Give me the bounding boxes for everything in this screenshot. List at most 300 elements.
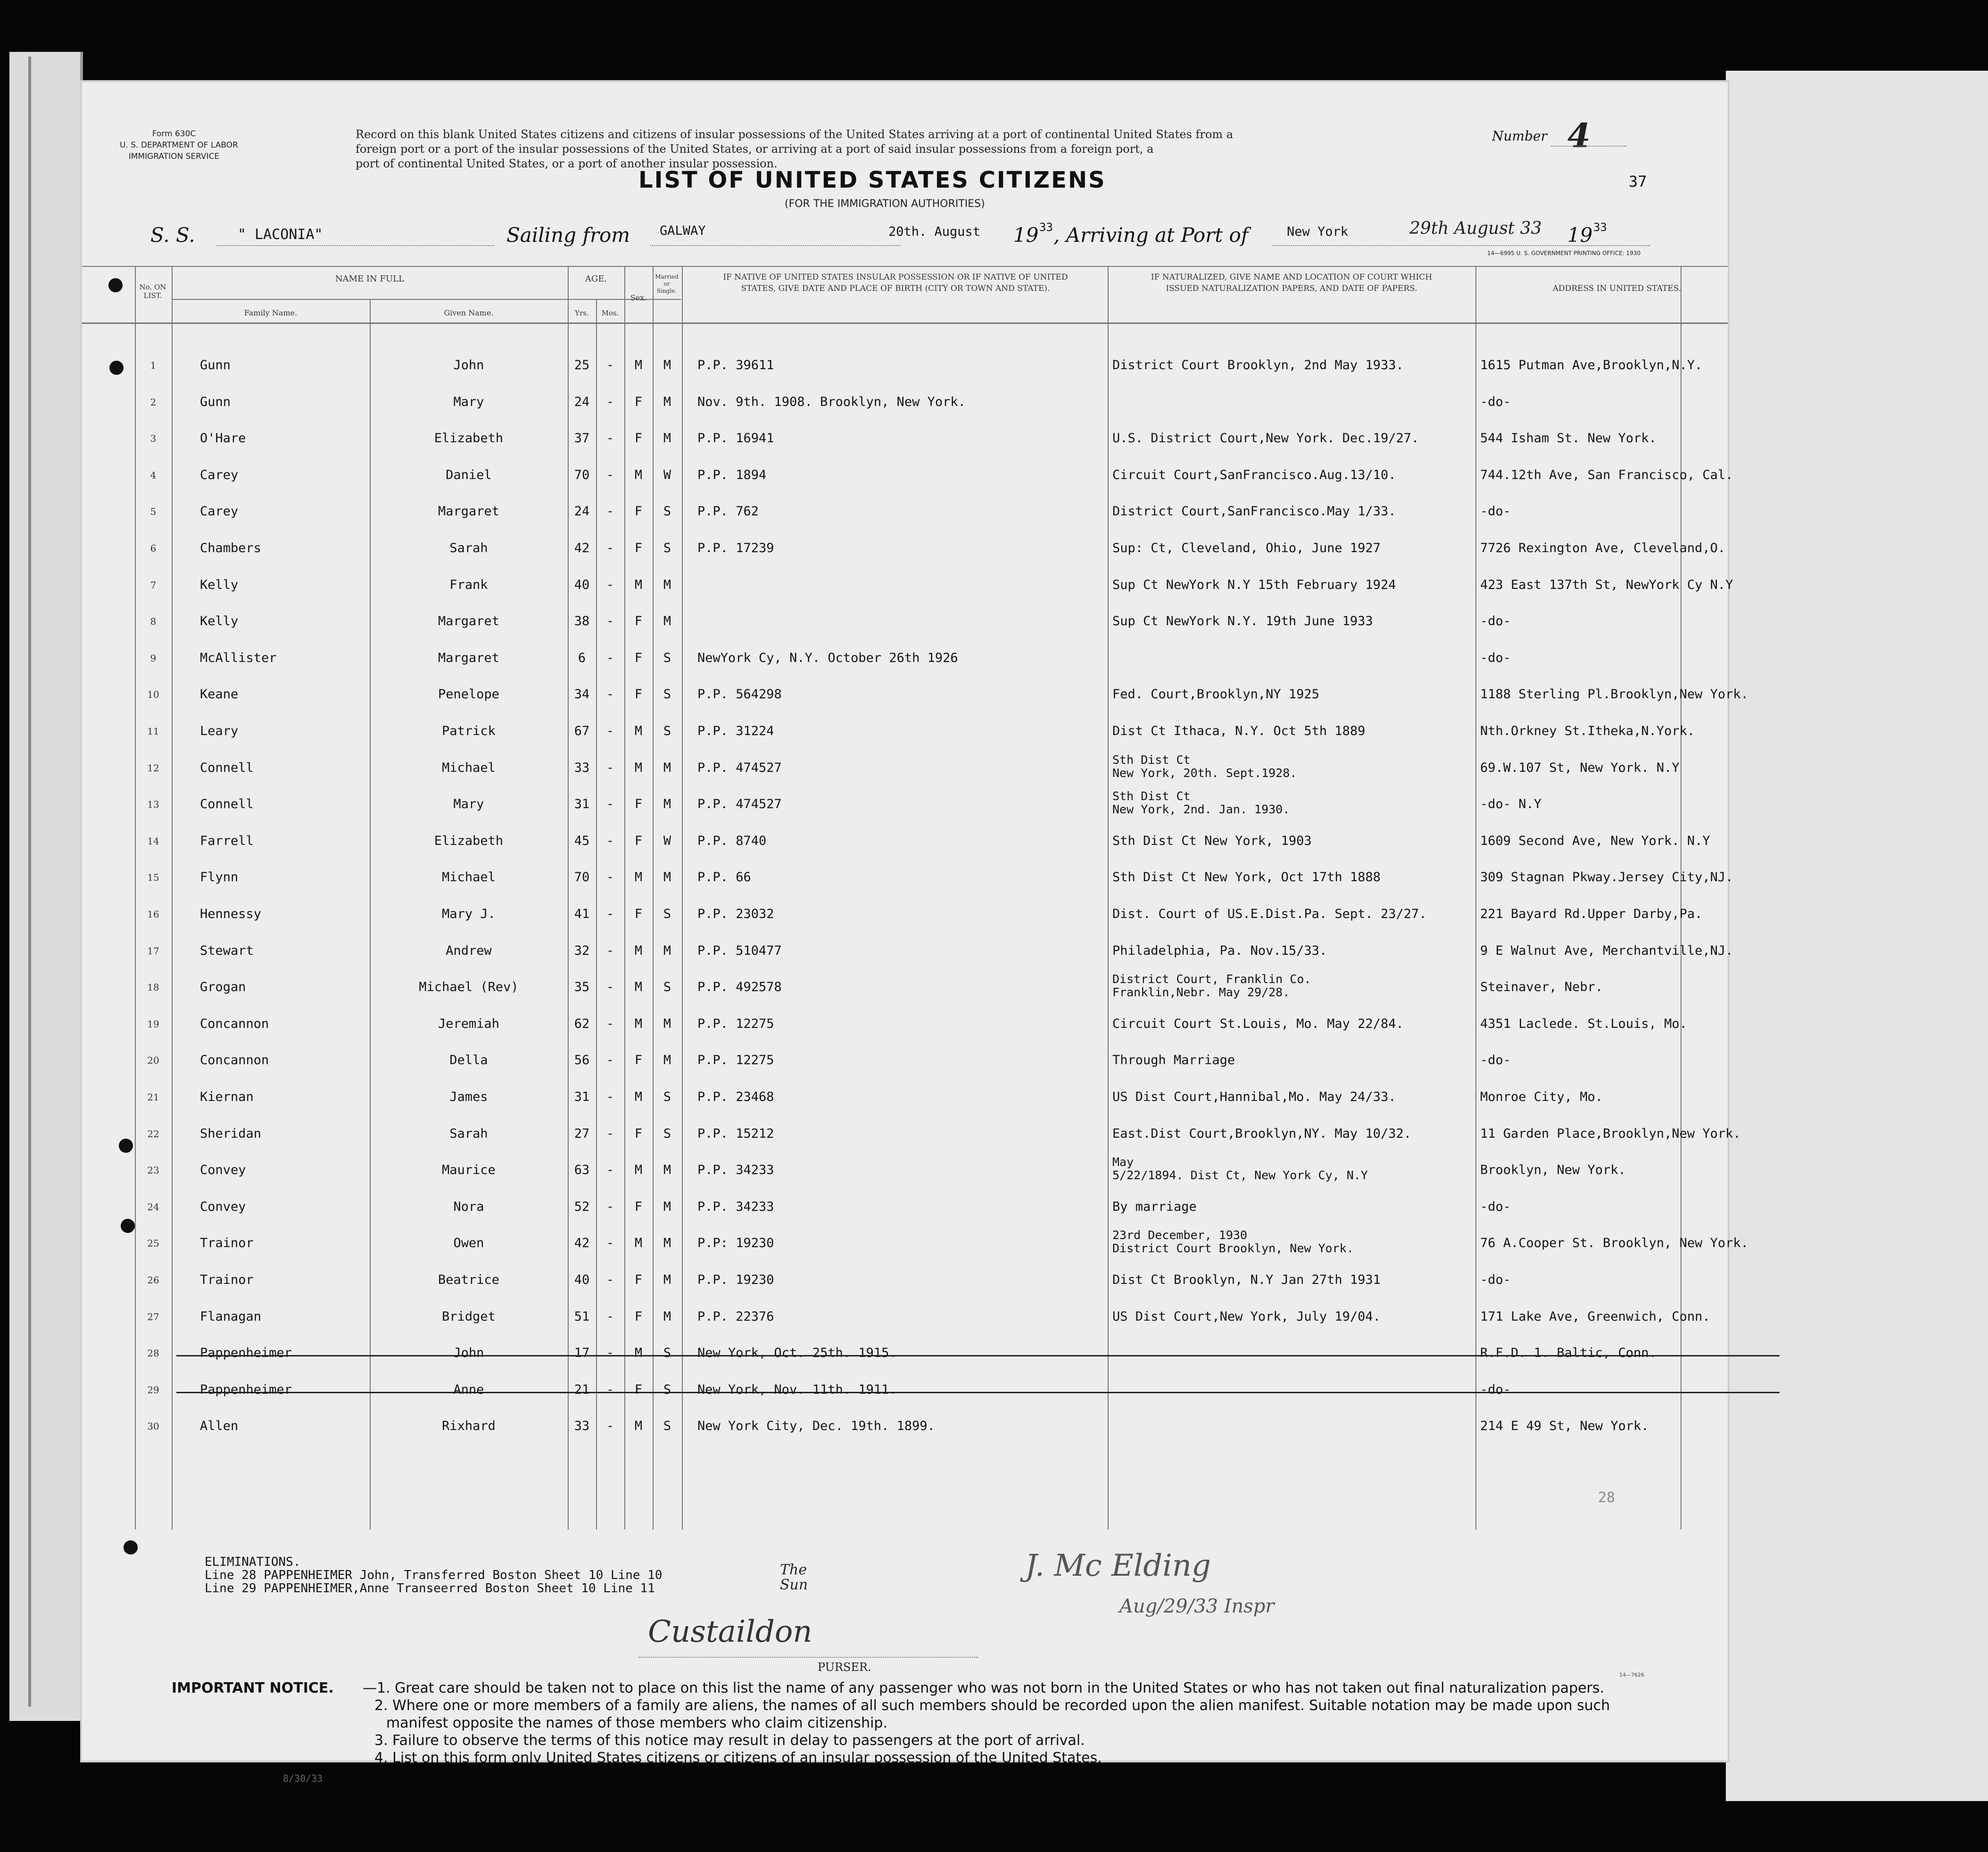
us-address: -do-	[1480, 1199, 1511, 1214]
given-name: Rixhard	[442, 1419, 496, 1434]
department: U. S. DEPARTMENT OF LABOR	[120, 141, 238, 150]
us-address: -do-	[1480, 1053, 1511, 1068]
notice-items	[363, 1679, 1610, 1767]
sex: M	[634, 1236, 643, 1251]
row-number: 15	[147, 872, 159, 884]
table-top-rule	[82, 266, 1728, 267]
instruction-line: port of continental United States, or a port of another insular possession.	[356, 157, 778, 170]
marital-status: S	[663, 980, 671, 995]
age-years: 63	[574, 1163, 590, 1178]
family-name: Farrell	[200, 833, 254, 848]
given-name: Michael	[442, 760, 496, 775]
native-birth-info: P.P. 474527	[697, 760, 782, 775]
notice-label: IMPORTANT NOTICE.	[172, 1680, 334, 1696]
punch-hole	[124, 1540, 138, 1554]
strikethrough-line	[176, 1355, 1780, 1356]
native-birth-info: P.P. 23468	[697, 1090, 774, 1104]
naturalization-info: East.Dist Court,Brooklyn,NY. May 10/32.	[1112, 1126, 1411, 1141]
row-number: 10	[147, 689, 159, 701]
instruction-line: foreign port or a port of the insular possessions of the United States, or arriving at a port of said insular possessions from a foreign port, a	[356, 142, 1154, 156]
naturalization-info: May	[1112, 1155, 1134, 1169]
table-row	[82, 1336, 1728, 1372]
marital-status: S	[663, 724, 671, 738]
margin-count: 28	[1598, 1489, 1615, 1506]
naturalization-info-line2: 5/22/1894. Dist Ct, New York Cy, N.Y	[1112, 1168, 1368, 1182]
table-header-rule	[82, 322, 1728, 324]
us-address: Nth.Orkney St.Itheka,N.York.	[1480, 724, 1695, 738]
marital-status: W	[663, 833, 671, 848]
naturalization-info-line2: New York, 20th. Sept.1928.	[1112, 766, 1297, 780]
age-months: -	[606, 467, 614, 482]
row-number: 22	[147, 1128, 159, 1140]
row-number: 20	[147, 1055, 159, 1067]
us-address: Brooklyn, New York.	[1480, 1163, 1626, 1178]
sex: F	[634, 1309, 643, 1324]
given-name: Michael (Rev)	[419, 980, 519, 995]
age-months: -	[606, 1236, 614, 1251]
given-name: James	[449, 1090, 488, 1104]
given-name: Michael	[442, 870, 496, 885]
us-address: Steinaver, Nebr.	[1480, 980, 1603, 995]
arrive-date: 29th August 33	[1409, 219, 1542, 238]
notice-item: manifest opposite the names of those members who claim citizenship.	[386, 1715, 887, 1731]
sex: M	[634, 943, 643, 958]
family-name: Flanagan	[200, 1309, 262, 1324]
age-years: 42	[574, 1236, 590, 1251]
age-months: -	[606, 1163, 614, 1178]
purser-signature: Custaildon	[648, 1614, 812, 1649]
family-name: Gunn	[200, 358, 231, 372]
family-name: Concannon	[200, 1053, 269, 1068]
row-number: 13	[147, 799, 159, 810]
native-birth-info: P.P. 19230	[697, 1273, 774, 1287]
age-months: -	[606, 504, 614, 519]
table-row	[82, 458, 1733, 495]
us-address: 214 E 49 St, New York.	[1480, 1419, 1649, 1434]
adjacent-page	[1726, 71, 1988, 1801]
age-months: -	[606, 943, 614, 958]
name-age-subrule	[172, 299, 681, 300]
header-naturalized: IF NATURALIZED, GIVE NAME AND LOCATION OF COURT WHICH ISSUED NATURALIZATION PAPERS, AND DATE OF PAPERS.	[1151, 273, 1433, 293]
row-number: 17	[147, 945, 159, 957]
header-married-single: Married or Single.	[655, 273, 679, 294]
row-number: 19	[147, 1018, 159, 1030]
given-name: Frank	[449, 577, 488, 592]
row-number: 3	[150, 433, 157, 445]
age-months: -	[606, 1273, 614, 1287]
naturalization-info: U.S. District Court,New York. Dec.19/27.	[1112, 431, 1419, 446]
table-row	[82, 1043, 1728, 1080]
sex: F	[634, 1053, 643, 1068]
native-birth-info: P.P. 8740	[697, 833, 767, 848]
us-address: -do-	[1480, 1382, 1511, 1397]
strikethrough-line	[176, 1392, 1780, 1393]
table-row	[82, 1153, 1728, 1190]
native-birth-info: P.P. 23032	[697, 907, 774, 921]
age-years: 37	[574, 431, 590, 446]
service: IMMIGRATION SERVICE	[128, 152, 220, 161]
us-address: 7726 Rexington Ave, Cleveland,O.	[1480, 541, 1726, 555]
family-name: Gunn	[200, 394, 231, 409]
header-family-name: Family Name.	[244, 308, 298, 317]
age-years: 21	[574, 1382, 590, 1397]
family-name: Pappenheimer	[200, 1382, 292, 1397]
us-address: 1615 Putman Ave,Brooklyn,N.Y.	[1480, 358, 1703, 372]
age-years: 17	[574, 1346, 590, 1361]
table-row	[82, 1300, 1728, 1336]
native-birth-info: New York, Oct. 25th. 1915.	[697, 1346, 897, 1361]
family-name: Pappenheimer	[200, 1346, 292, 1361]
marital-status: M	[663, 1163, 671, 1178]
sail-year: 33	[1039, 221, 1053, 234]
family-name: Allen	[200, 1419, 239, 1434]
row-number: 27	[147, 1311, 159, 1323]
notice-item: 4. List on this form only United States citizens or citizens of an insular possession of the United States.	[374, 1750, 1102, 1766]
table-row	[82, 934, 1733, 970]
age-months: -	[606, 358, 614, 372]
sail-date: 20th. August	[888, 224, 981, 239]
us-address: -do-	[1480, 504, 1511, 519]
sex: F	[634, 650, 643, 665]
sex: M	[634, 870, 643, 885]
table-row	[82, 678, 1748, 714]
marital-status: S	[663, 687, 671, 702]
notice-form-code: 14—7626	[1619, 1672, 1644, 1678]
punch-hole	[119, 1139, 133, 1153]
given-name: Anne	[453, 1382, 484, 1397]
table-row	[82, 1117, 1741, 1153]
age-years: 33	[574, 1419, 590, 1434]
table-row	[82, 604, 1728, 641]
header-sex: Sex.	[630, 293, 647, 302]
table-row	[82, 751, 1728, 787]
table-row	[82, 1409, 1728, 1446]
us-address: 4351 Laclede. St.Louis, Mo.	[1480, 1016, 1687, 1031]
naturalization-info: Fed. Court,Brooklyn,NY 1925	[1112, 687, 1319, 702]
sex: M	[634, 1419, 643, 1434]
page-title: LIST OF UNITED STATES CITIZENS	[638, 167, 1106, 193]
naturalization-info: Circuit Court,SanFrancisco.Aug.13/10.	[1112, 467, 1396, 482]
naturalization-info: Dist. Court of US.E.Dist.Pa. Sept. 23/27.	[1112, 907, 1427, 921]
age-years: 67	[574, 724, 590, 738]
family-name: Flynn	[200, 870, 239, 885]
age-years: 31	[574, 797, 590, 812]
us-address: -do- N.Y	[1480, 797, 1542, 812]
naturalization-info: Philadelphia, Pa. Nov.15/33.	[1112, 943, 1327, 958]
age-months: -	[606, 614, 614, 629]
family-name: Concannon	[200, 1016, 269, 1031]
marital-status: M	[663, 1236, 671, 1251]
elimination-note: Sun	[780, 1577, 808, 1593]
naturalization-info: 23rd December, 1930	[1112, 1228, 1247, 1242]
native-birth-info: P.P. 34233	[697, 1199, 774, 1214]
us-address: 221 Bayard Rd.Upper Darby,Pa.	[1480, 907, 1703, 921]
age-months: -	[606, 1090, 614, 1104]
row-number: 29	[147, 1384, 159, 1396]
family-name: Keane	[200, 687, 239, 702]
given-name: Mary J.	[442, 907, 496, 921]
table-row	[82, 824, 1728, 860]
marital-status: M	[663, 358, 671, 372]
sailing-label: Sailing from	[506, 223, 630, 247]
given-name: Elizabeth	[434, 431, 504, 446]
to-underline	[1273, 245, 1650, 246]
row-number: 25	[147, 1238, 159, 1249]
family-name: Trainor	[200, 1273, 254, 1287]
us-address: 69.W.107 St, New York. N.Y	[1480, 760, 1680, 775]
given-name: Mary	[453, 394, 484, 409]
age-months: -	[606, 577, 614, 592]
us-address: 309 Stagnan Pkway.Jersey City,NJ.	[1480, 870, 1733, 885]
eliminations-block	[205, 1555, 663, 1595]
given-name: Penelope	[438, 687, 500, 702]
family-name: Connell	[200, 760, 254, 775]
row-number: 9	[150, 652, 157, 664]
us-address: Monroe City, Mo.	[1480, 1090, 1603, 1104]
given-name: Margaret	[438, 614, 500, 629]
number-label: Number	[1492, 128, 1547, 144]
age-years: 40	[574, 1273, 590, 1287]
age-months: -	[606, 1419, 614, 1434]
family-name: Trainor	[200, 1236, 254, 1251]
table-row	[82, 1263, 1728, 1299]
marital-status: S	[663, 907, 671, 921]
punch-hole	[108, 278, 123, 292]
sex: F	[634, 687, 643, 702]
age-years: 32	[574, 943, 590, 958]
table-row	[82, 495, 1728, 531]
marital-status: S	[663, 541, 671, 555]
us-address: -do-	[1480, 650, 1511, 665]
age-months: -	[606, 1053, 614, 1068]
given-name: Sarah	[449, 541, 488, 555]
row-number: 6	[150, 543, 157, 554]
age-years: 27	[574, 1126, 590, 1141]
row-number: 14	[147, 835, 159, 847]
passenger-list	[82, 348, 1748, 1447]
row-number: 24	[147, 1201, 159, 1213]
table-row	[82, 531, 1728, 568]
given-name: Andrew	[446, 943, 492, 958]
sex: F	[634, 1382, 643, 1397]
age-months: -	[606, 650, 614, 665]
age-months: -	[606, 1126, 614, 1141]
marital-status: M	[663, 760, 671, 775]
age-years: 40	[574, 577, 590, 592]
form-id-block	[120, 128, 238, 162]
sex: F	[634, 394, 643, 409]
native-birth-info: P.P. 17239	[697, 541, 774, 555]
naturalization-info: Through Marriage	[1112, 1053, 1235, 1068]
table-row	[82, 787, 1728, 824]
header-mos: Mos.	[601, 309, 619, 317]
table-row	[82, 385, 1728, 422]
age-months: -	[606, 1309, 614, 1324]
age-years: 33	[574, 760, 590, 775]
us-address: -do-	[1480, 614, 1511, 629]
age-years: 62	[574, 1016, 590, 1031]
naturalization-info: District Court,SanFrancisco.May 1/33.	[1112, 504, 1396, 519]
age-years: 31	[574, 1090, 590, 1104]
elimination-line: Line 29 PAPPENHEIMER,Anne Transeerred Boston Sheet 10 Line 11	[205, 1581, 655, 1596]
age-months: -	[606, 431, 614, 446]
marital-status: M	[663, 1053, 671, 1068]
naturalization-info: By marriage	[1112, 1199, 1197, 1214]
table-row	[82, 1007, 1728, 1043]
given-name: John	[453, 1346, 484, 1361]
elimination-note: The	[780, 1562, 807, 1578]
sex: M	[634, 577, 643, 592]
family-name: Grogan	[200, 980, 246, 995]
family-name: O'Hare	[200, 431, 246, 446]
given-name: Sarah	[449, 1126, 488, 1141]
instruction-line: Record on this blank United States citizens and citizens of insular possessions of the United States arriving at a port of continental United States from a	[356, 128, 1234, 141]
age-years: 56	[574, 1053, 590, 1068]
native-birth-info: P.P: 19230	[697, 1236, 774, 1251]
naturalization-info: Dist Ct Brooklyn, N.Y Jan 27th 1931	[1112, 1273, 1381, 1287]
native-birth-info: Nov. 9th. 1908. Brooklyn, New York.	[697, 394, 966, 409]
sex: M	[634, 1016, 643, 1031]
naturalization-info-line2: District Court Brooklyn, New York.	[1112, 1241, 1354, 1256]
age-months: -	[606, 1382, 614, 1397]
ship-underline	[216, 245, 495, 246]
us-address: R.F.D. 1. Baltic, Conn.	[1480, 1346, 1657, 1361]
age-months: -	[606, 870, 614, 885]
us-address: 76 A.Cooper St. Brooklyn, New York.	[1480, 1236, 1748, 1251]
us-address: -do-	[1480, 1273, 1511, 1287]
header-given-name: Given Name.	[444, 308, 494, 317]
naturalization-info: Sup: Ct, Cleveland, Ohio, June 1927	[1112, 541, 1381, 555]
family-name: Kelly	[200, 614, 239, 629]
sex: F	[634, 1199, 643, 1214]
native-birth-info: P.P. 12275	[697, 1016, 774, 1031]
age-months: -	[606, 833, 614, 848]
manifest-sheet	[80, 80, 1748, 1766]
naturalization-info: District Court, Franklin Co.	[1112, 972, 1311, 986]
age-years: 51	[574, 1309, 590, 1324]
age-months: -	[606, 724, 614, 738]
family-name: Hennessy	[200, 907, 262, 921]
age-years: 38	[574, 614, 590, 629]
marital-status: M	[663, 1016, 671, 1031]
family-name: Convey	[200, 1163, 246, 1178]
table-row	[82, 1373, 1728, 1409]
us-address: 9 E Walnut Ave, Merchantville,NJ.	[1480, 943, 1733, 958]
us-address: 1188 Sterling Pl.Brooklyn,New York.	[1480, 687, 1748, 702]
native-birth-info: P.P. 564298	[697, 687, 782, 702]
row-number: 5	[150, 506, 157, 518]
age-months: -	[606, 907, 614, 921]
us-address: -do-	[1480, 394, 1511, 409]
age-months: -	[606, 760, 614, 775]
marital-status: M	[663, 1199, 671, 1214]
marital-status: M	[663, 943, 671, 958]
row-number: 8	[150, 616, 157, 628]
arriving-label: , Arriving at Port of	[1053, 223, 1249, 247]
arrive-year: 33	[1593, 221, 1607, 234]
number-value: 4	[1567, 116, 1590, 155]
given-name: Elizabeth	[434, 833, 504, 848]
ss-label: S. S.	[150, 223, 195, 247]
from-underline	[650, 245, 900, 246]
binder-edge	[9, 52, 83, 1721]
sex: M	[634, 980, 643, 995]
native-birth-info: P.P. 15212	[697, 1126, 774, 1141]
elimination-line: Line 28 PAPPENHEIMER John, Transferred Boston Sheet 10 Line 10	[205, 1568, 663, 1582]
header-native: IF NATIVE OF UNITED STATES INSULAR POSSESSION OR IF NATIVE OF UNITED STATES, GIVE DATE AND PLACE OF BIRTH (CITY OR TOWN AND STATE).	[723, 273, 1068, 293]
sex: F	[634, 541, 643, 555]
sex: M	[634, 760, 643, 775]
age-months: -	[606, 1346, 614, 1361]
sex: M	[634, 1090, 643, 1104]
sex: F	[634, 614, 643, 629]
bottom-stamp: 8/30/33	[283, 1773, 323, 1784]
age-months: -	[606, 1016, 614, 1031]
native-birth-info: P.P. 22376	[697, 1309, 774, 1324]
row-number: 18	[147, 982, 159, 993]
naturalization-info: US Dist Court,New York, July 19/04.	[1112, 1309, 1381, 1324]
ship-name: " LACONIA"	[238, 226, 323, 243]
sex: F	[634, 431, 643, 446]
sail-year-prefix: 19	[1013, 223, 1039, 247]
marital-status: M	[663, 870, 671, 885]
inspector-signature: J. Mc Elding	[1025, 1548, 1211, 1583]
eliminations-heading: ELIMINATIONS.	[205, 1555, 301, 1569]
native-birth-info: New York, Nov. 11th. 1911.	[697, 1382, 897, 1397]
native-birth-info: P.P. 492578	[697, 980, 782, 995]
sex: F	[634, 907, 643, 921]
family-name: Carey	[200, 504, 239, 519]
to-port: New York	[1287, 224, 1349, 239]
punch-hole	[121, 1219, 135, 1233]
family-name: Stewart	[200, 943, 254, 958]
age-years: 42	[574, 541, 590, 555]
table-row	[82, 348, 1728, 385]
us-address: 1609 Second Ave, New York. N.Y	[1480, 833, 1710, 848]
sex: M	[634, 1163, 643, 1178]
marital-status: S	[663, 1090, 671, 1104]
native-birth-info: NewYork Cy, N.Y. October 26th 1926	[697, 650, 958, 665]
marital-status: S	[663, 504, 671, 519]
naturalization-info: Dist Ct Ithaca, N.Y. Oct 5th 1889	[1112, 724, 1366, 738]
naturalization-info: Circuit Court St.Louis, Mo. May 22/84.	[1112, 1016, 1404, 1031]
us-address: 744.12th Ave, San Francisco, Cal.	[1480, 467, 1733, 482]
age-years: 34	[574, 687, 590, 702]
given-name: Daniel	[446, 467, 492, 482]
sex: F	[634, 833, 643, 848]
naturalization-info: Sup Ct NewYork N.Y 15th February 1924	[1112, 577, 1396, 592]
age-months: -	[606, 541, 614, 555]
sex: M	[634, 724, 643, 738]
native-birth-info: P.P. 34233	[697, 1163, 774, 1178]
sex: M	[634, 1346, 643, 1361]
row-number: 16	[147, 909, 159, 920]
instructions	[356, 127, 1233, 171]
age-months: -	[606, 1199, 614, 1214]
family-name: Convey	[200, 1199, 246, 1214]
naturalization-info: Sth Dist Ct	[1112, 789, 1191, 803]
notice-item: 3. Failure to observe the terms of this notice may result in delay to passengers at the port of arrival.	[374, 1732, 1085, 1749]
native-birth-info: P.P. 16941	[697, 431, 774, 446]
given-name: Beatrice	[438, 1273, 500, 1287]
naturalization-info: Sth Dist Ct New York, 1903	[1112, 833, 1312, 848]
sex: F	[634, 1126, 643, 1141]
given-name: Margaret	[438, 504, 500, 519]
page-number: 37	[1629, 173, 1647, 190]
age-years: 70	[574, 467, 590, 482]
marital-status: M	[663, 577, 671, 592]
family-name: Chambers	[200, 541, 262, 555]
